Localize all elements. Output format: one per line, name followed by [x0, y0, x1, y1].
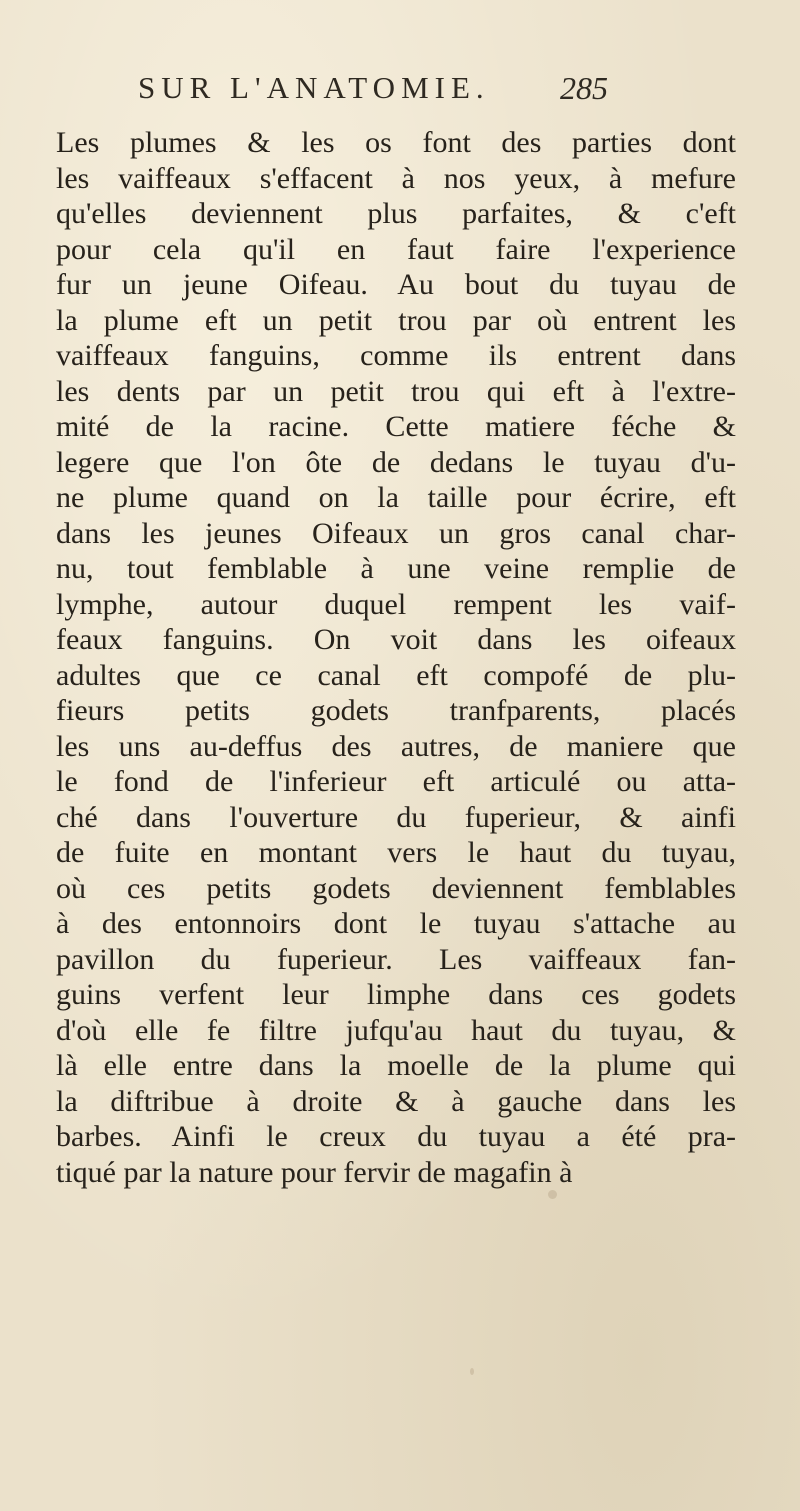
text-line: la diftribue à droite & à gauche dans les [56, 1084, 736, 1118]
text-line: vaiffeaux fanguins, comme ils entrent dans [56, 339, 736, 372]
text-line: Les plumes & les os font des parties dont [56, 126, 736, 159]
text-line: ne plume quand on la taille pour écrire, eft [56, 481, 736, 514]
text-line: pavillon du fuperieur. Les vaiffeaux fan- [56, 942, 736, 976]
text-line: feaux fanguins. On voit dans les oifeaux [56, 623, 736, 656]
text-line: qu'elles deviennent plus parfaites, & c'eft [56, 197, 736, 230]
text-line: où ces petits godets deviennent femblables [56, 871, 736, 905]
page-header [138, 70, 608, 116]
text-line: pour cela qu'il en faut faire l'experience [56, 232, 736, 266]
text-line: nu, tout femblable à une veine remplie de [56, 552, 736, 585]
text-line: le fond de l'inferieur eft articulé ou atta- [56, 765, 736, 798]
text-line: barbes. Ainfi le creux du tuyau a été pra- [56, 1120, 736, 1153]
text-line: fieurs petits godets tranfparents, placés [56, 694, 736, 727]
text-line: les dents par un petit trou qui eft à l'extre- [56, 374, 736, 408]
text-line: lymphe, autour duquel rempent les vaif- [56, 587, 736, 621]
text-line: adultes que ce canal eft compofé de plu- [56, 658, 736, 692]
ink-speck [548, 1190, 557, 1199]
text-line: la plume eft un petit trou par où entrent les [56, 303, 736, 337]
ink-speck [470, 1368, 474, 1375]
page-number: 285 [560, 70, 608, 106]
text-line: les vaiffeaux s'effacent à nos yeux, à mefure [56, 161, 736, 195]
text-line: ché dans l'ouverture du fuperieur, & ainfi [56, 800, 736, 834]
text-line: legere que l'on ôte de dedans le tuyau d'u- [56, 445, 736, 479]
text-line: guins verfent leur limphe dans ces godets [56, 978, 736, 1011]
text-line: à des entonnoirs dont le tuyau s'attache au [56, 907, 736, 940]
body-text [56, 125, 736, 1190]
text-line: les uns au-deffus des autres, de maniere que [56, 729, 736, 763]
running-head: SUR L'ANATOMIE. [138, 70, 490, 105]
text-line: là elle entre dans la moelle de la plume qui [56, 1049, 736, 1082]
text-line: fur un jeune Oifeau. Au bout du tuyau de [56, 268, 736, 301]
text-line: dans les jeunes Oifeaux un gros canal char- [56, 516, 736, 550]
text-line: d'où elle fe filtre jufqu'au haut du tuyau, & [56, 1013, 736, 1047]
text-line: tiqué par la nature pour fervir de magafin à [56, 1155, 573, 1189]
text-line: mité de la racine. Cette matiere féche & [56, 410, 736, 443]
text-line: de fuite en montant vers le haut du tuyau, [56, 836, 736, 869]
